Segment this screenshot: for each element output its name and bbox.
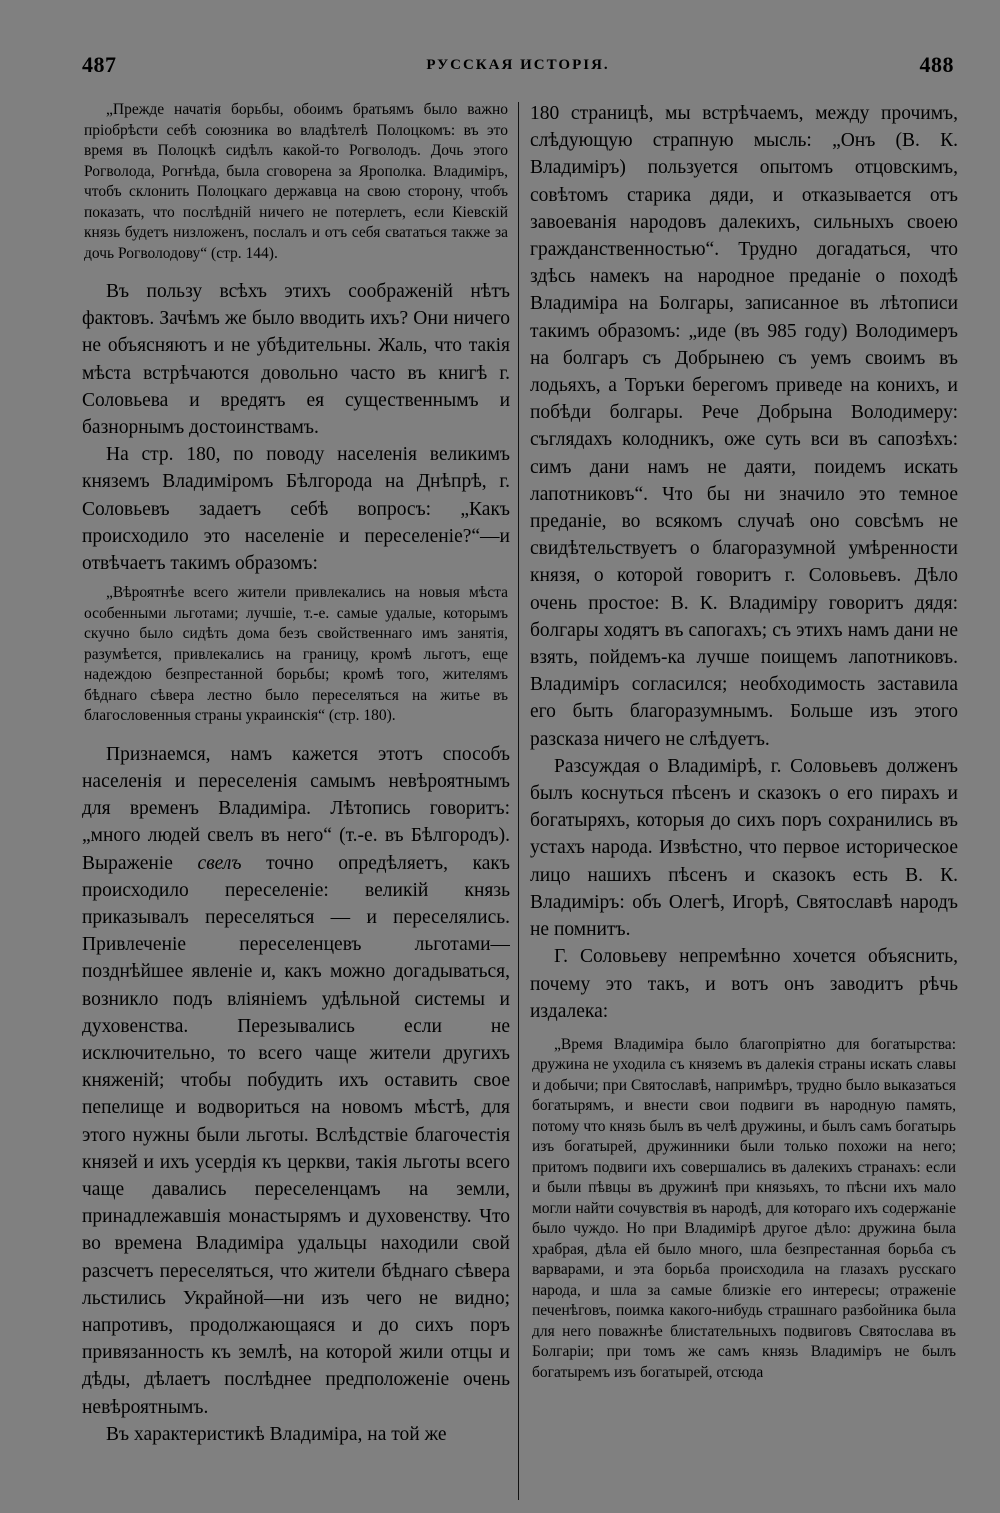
running-title: РУССКАЯ ИСТОРІЯ. [426, 57, 610, 73]
left-column [82, 100, 510, 1500]
page-number-right: 488 [919, 52, 954, 77]
paragraph [82, 741, 510, 1421]
emphasis-word: свелъ [197, 852, 242, 874]
paragraph-text: Признаемся, намъ кажется этотъ способъ населенія и переселенія самымъ невѣроятнымъ для временъ Владиміра. Лѣтопись говоритъ: „много людей свелъ въ него“ (т.-е. въ Бѣлгородъ). Выраженіе [82, 743, 510, 874]
column-divider [518, 102, 519, 1500]
page-header [82, 52, 954, 84]
block-quote: „Время Владиміра было благопріятно для богатырства: дружина не уходила съ княземъ въ далекія страны искать славы и добычи; при Святославѣ, напримѣръ, трудно было выказаться богатырямъ, и внести свои подвиги въ народную память, потому что князь былъ въ челѣ дружины, и былъ самъ богатырь изъ богатырей, дружинники были только похожи на него; притомъ подвиги ихъ совершались въ далекихъ странахъ: если и были пѣвцы въ дружинѣ при князьяхъ, то пѣсни ихъ мало могли найти сочувствія въ народѣ, для котораго ихъ содержаніе было чуждо. Но при Владимірѣ другое дѣло: дружина была храбрая, дѣла ей было много, шла безпрестанная борьба съ варварами, и эта борьба происходила на глазахъ русскаго народа, и шла за самые близкіе его интересы; отраженіе печенѣговъ, поимка какого-нибудь страшнаго разбойника была для него поважнѣе блистательныхъ подвиговъ Святослава въ Болгаріи; при томъ же самъ князь Владиміръ не былъ богатыремъ изъ богатырей, отсюда [532, 1035, 956, 1381]
paragraph: Г. Соловьеву непремѣнно хочется объяснить, почему это такъ, и вотъ онъ заводитъ рѣчь издалека: [530, 946, 958, 1022]
block-quote: „Вѣроятнѣе всего жители привлекались на новыя мѣста особенными льготами; лучшіе, т.-е. самые удалые, которымъ скучно было сидѣть дома безъ свойственнаго имъ занятія, разумѣется, привлекались на границу, кромѣ льготъ, еще надеждою безпрестанной борьбы; кромѣ того, жителямъ бѣднаго сѣвера лестно было переселяться на житье въ благословенныя страны украинскія“ (стр. 180). [84, 584, 508, 725]
paragraph: На стр. 180, по поводу населенія великимъ княземъ Владиміромъ Бѣлгорода на Днѣпрѣ, г. Соловьевъ задаетъ себѣ вопросъ: „Какъ происходило это населеніе и переселеніе?“—и отвѣчаетъ такимъ образомъ: [82, 444, 510, 575]
paragraph: Въ пользу всѣхъ этихъ соображеній нѣтъ фактовъ. Зачѣмъ же было вводить ихъ? Они ничего не объясняютъ и не убѣдительны. Жаль, что такія мѣста встрѣчаются довольно часто въ книгѣ г. Соловьева и вредятъ ея существеннымъ и базнорнымъ достоинствамъ. [82, 281, 510, 439]
paragraph-text: точно опредѣляетъ, какъ происходило переселеніе: великій князь приказывалъ переселяться — и переселялись. Привлеченіе переселенцевъ льготами—позднѣйшее явленіе и, какъ можно догадываться, возникло подъ вліяніемъ удѣльной системы и духовенства. Перезывались если не исключительно, то всего чаще жители другихъ княженій; чтобы побудить ихъ оставить свое пепелище и водвориться на новомъ мѣстѣ, для этого нужны были льготы. Вслѣдствіе благочестія князей и ихъ усердія къ церкви, такія льготы всего чаще давались переселенцамъ на земли, принадлежавшія монастырямъ и духовенству. Что во времена Владиміра удальцы находили свой разсчетъ переселяться, что жители бѣднаго сѣвера льстились Украйной—ни изъ чего не видно; напротивъ, продолжающаяся и до сихъ поръ привязанность къ землѣ, на которой жили отцы и дѣды, дѣлаетъ послѣднее предположеніе очень невѣроятнымъ. [82, 852, 510, 1418]
paragraph: Разсуждая о Владимірѣ, г. Соловьевъ долженъ былъ коснуться пѣсенъ и сказокъ о его пирахъ и богатыряхъ, которыя до сихъ поръ сохранились въ устахъ народа. Извѣстно, что первое историческое лицо нашихъ пѣсенъ и сказокъ есть В. К. Владиміръ: объ Олегѣ, Игорѣ, Святославѣ народъ не помнитъ. [530, 755, 958, 941]
paragraph: Въ характеристикѣ Владиміра, на той же [106, 1423, 447, 1445]
paragraph: 180 страницѣ, мы встрѣчаемъ, между прочимъ, слѣдующую страпную мысль: „Онъ (В. К. Владиміръ) пользуется опытомъ отцовскимъ, совѣтомъ старика дяди, и отказывается отъ завоеванія народовъ далекихъ, сильныхъ своею гражданственностью“. Трудно догадаться, что здѣсь намекъ на народное преданіе о походѣ Владиміра на Болгары, записанное въ лѣтописи такимъ образомъ: „иде (въ 985 году) Володимеръ на болгаръ съ Добрынею съ уемъ своимъ въ лодьяхъ, а Торъки берегомъ приведе на конихъ, и побѣди болгары. Рече Добрына Володимеру: съглядахъ колодникъ, оже суть вси въ сапозѣхъ: симъ дани намъ не даяти, поидемъ искать лапотниковъ“. Что бы ни значило это темное преданіе, во всякомъ случаѣ оно совсѣмъ не свидѣтельствуетъ о благоразумной умѣренности князя, о которой говоритъ г. Соловьевъ. Дѣло очень простое: В. К. Владиміру говоритъ дядя: болгары ходятъ въ сапогахъ; съ этихъ намъ дани не взять, пойдемъ-ка лучше поищемъ лапотниковъ. Владиміръ согласился; необходимость заставила его быть благоразумнымъ. Больше изъ этого разсказа ничего не слѣдуетъ. [530, 103, 958, 750]
right-column [530, 100, 958, 1500]
block-quote: „Прежде начатія борьбы, обоимъ братьямъ было важно пріобрѣсти себѣ союзника во владѣтелѣ Полоцкомъ: въ это время въ Полоцкѣ сидѣлъ какой-то Рогволодъ. Дочь этого Рогволода, Рогнѣда, была сговорена за Ярополка. Владиміръ, чтобъ склонить Полоцкаго державца на свою сторону, чтобъ показать, что послѣдній ничего не потерлетъ, если Кіевскій князь будетъ низложенъ, послалъ и отъ себя свататься также за дочь Рогволодову“ (стр. 144). [84, 101, 508, 262]
page-number-left: 487 [82, 52, 117, 77]
